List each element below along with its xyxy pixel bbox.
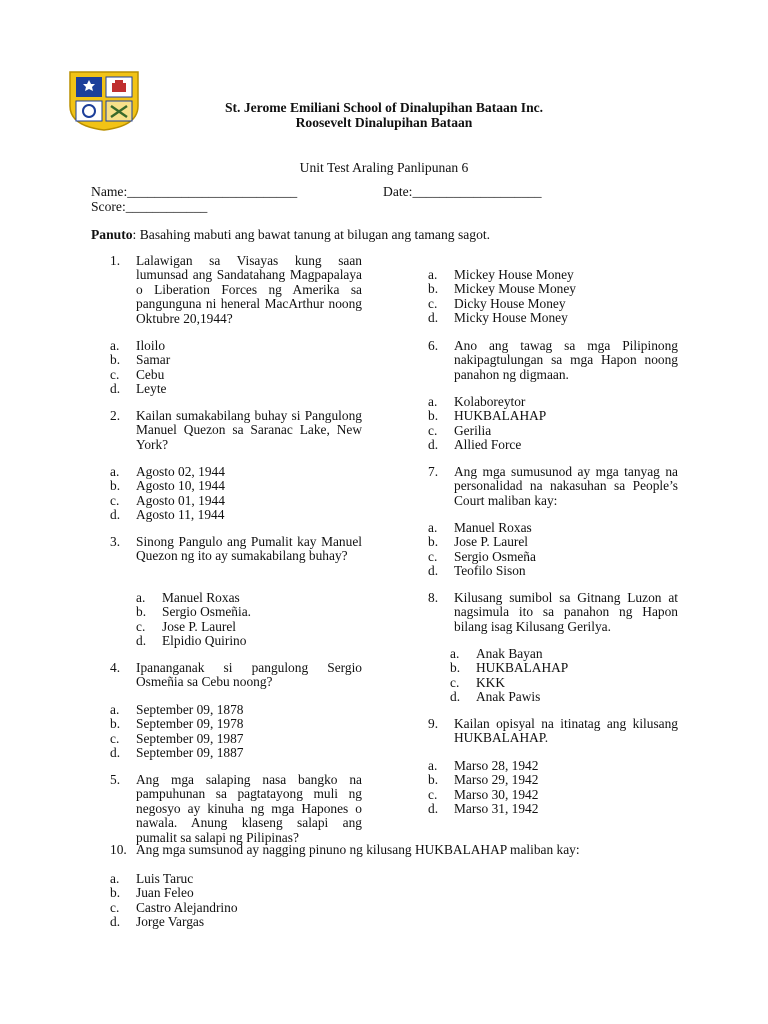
question-3-block bbox=[110, 535, 362, 564]
option-a[interactable]: a. Manuel Roxas bbox=[136, 590, 240, 605]
question-10 bbox=[110, 843, 580, 857]
option-d[interactable]: d. Leyte bbox=[110, 381, 167, 397]
left-column bbox=[110, 254, 362, 326]
option-a[interactable]: a. Agosto 02, 1944 bbox=[110, 464, 225, 479]
option-a[interactable]: a. Anak Bayan bbox=[450, 646, 543, 661]
question-text: Kailan opisyal na itinatag ang kilusang HUKBALAHAP. bbox=[454, 716, 678, 746]
question-1 bbox=[110, 254, 362, 326]
q4-options bbox=[110, 703, 243, 761]
question-number: 1. bbox=[110, 253, 121, 268]
option-a[interactable]: a. Mickey House Money bbox=[428, 267, 574, 282]
question-8 bbox=[428, 591, 678, 634]
option-a[interactable]: a. September 09, 1878 bbox=[110, 702, 244, 717]
q10-options bbox=[110, 872, 238, 930]
option-a[interactable]: a. Marso 28, 1942 bbox=[428, 758, 539, 773]
option-d[interactable]: d. Anak Pawis bbox=[450, 689, 541, 705]
option-a[interactable]: a. Manuel Roxas bbox=[428, 520, 532, 535]
q3-options bbox=[136, 591, 251, 649]
option-c[interactable]: c. Cebu bbox=[110, 366, 165, 382]
instructions bbox=[91, 227, 490, 243]
question-number: 5. bbox=[110, 772, 121, 787]
option-b[interactable]: b. Marso 29, 1942 bbox=[428, 772, 539, 788]
question-text: Ipananganak si pangulong Sergio Osmeñia sa Cebu noong? bbox=[136, 660, 362, 690]
school-address: Roosevelt Dinalupihan Bataan bbox=[295, 115, 473, 130]
question-4 bbox=[110, 661, 362, 690]
option-b[interactable]: b. Agosto 10, 1944 bbox=[110, 478, 225, 494]
question-5-block bbox=[110, 773, 362, 845]
q2-options bbox=[110, 465, 225, 523]
option-b[interactable]: b. Juan Feleo bbox=[110, 885, 194, 901]
question-4-block bbox=[110, 661, 362, 690]
option-a[interactable]: a. Iloilo bbox=[110, 338, 166, 353]
question-text: Kilusang sumibol sa Gitnang Luzon at nagsimula ito sa panahon ng Hapon bilang isag Kilusang Gerilya. bbox=[454, 590, 678, 634]
question-2 bbox=[110, 409, 362, 452]
option-c[interactable]: c. Dicky House Money bbox=[428, 295, 566, 311]
option-b[interactable]: b. Sergio Osmeñia. bbox=[136, 604, 252, 620]
option-d[interactable]: d. Micky House Money bbox=[428, 310, 568, 326]
option-b[interactable]: b. Mickey Mouse Money bbox=[428, 281, 576, 297]
instructions-text: : Basahing mabuti ang bawat tanung at bilugan ang tamang sagot. bbox=[132, 227, 491, 242]
question-8-block bbox=[428, 591, 678, 634]
option-a[interactable]: a. Kolaboreytor bbox=[428, 394, 526, 409]
q8-options bbox=[450, 647, 568, 705]
instructions-label: Panuto bbox=[91, 227, 133, 242]
question-3 bbox=[110, 535, 362, 564]
q9-options bbox=[428, 759, 538, 817]
option-c[interactable]: c. Marso 30, 1942 bbox=[428, 786, 539, 802]
option-b[interactable]: b. Samar bbox=[110, 352, 171, 368]
question-text: Kailan sumakabilang buhay si Pangulong Manuel Quezon sa Saranac Lake, New York? bbox=[136, 408, 362, 452]
option-d[interactable]: d. Agosto 11, 1944 bbox=[110, 507, 225, 523]
question-6 bbox=[428, 339, 678, 382]
question-9-block bbox=[428, 717, 678, 746]
option-c[interactable]: c. September 09, 1987 bbox=[110, 730, 244, 746]
question-text: Ang mga sumusunod ay mga tanyag na personalidad na nakasuhan sa People’s Court maliban kay: bbox=[454, 464, 678, 508]
score-field[interactable]: Score:____________ bbox=[91, 199, 208, 214]
question-text: Lalawigan sa Visayas kung saan lumunsad ang Sandatahang Magpapalaya o Liberation Forces ng Amerika sa pangunguna ni heneral MacArthur noong Oktubre 20,1944? bbox=[136, 253, 362, 326]
q7-options bbox=[428, 521, 536, 579]
question-5 bbox=[110, 773, 362, 845]
option-d[interactable]: d. Allied Force bbox=[428, 437, 522, 453]
option-b[interactable]: b. HUKBALAHAP bbox=[450, 660, 569, 676]
question-7 bbox=[428, 465, 678, 508]
question-number: 10. bbox=[110, 842, 127, 857]
date-field[interactable]: Date:___________________ bbox=[383, 184, 542, 199]
option-d[interactable]: d. September 09, 1887 bbox=[110, 745, 244, 761]
question-number: 4. bbox=[110, 660, 121, 675]
option-a[interactable]: a. Luis Taruc bbox=[110, 871, 194, 886]
question-number: 6. bbox=[428, 338, 439, 353]
option-b[interactable]: b. Jose P. Laurel bbox=[428, 534, 529, 550]
question-number: 7. bbox=[428, 464, 439, 479]
option-d[interactable]: d. Marso 31, 1942 bbox=[428, 801, 539, 817]
question-9 bbox=[428, 717, 678, 746]
option-c[interactable]: c. Agosto 01, 1944 bbox=[110, 492, 225, 508]
q5-options bbox=[428, 268, 576, 326]
q6-options bbox=[428, 395, 546, 453]
option-d[interactable]: d. Elpidio Quirino bbox=[136, 633, 247, 649]
test-title: Unit Test Araling Panlipunan 6 bbox=[299, 160, 469, 175]
question-number: 8. bbox=[428, 590, 439, 605]
question-number: 9. bbox=[428, 716, 439, 731]
question-6-block bbox=[428, 339, 678, 382]
option-c[interactable]: c. Gerilia bbox=[428, 422, 492, 438]
option-b[interactable]: b. HUKBALAHAP bbox=[428, 408, 547, 424]
question-text: Sinong Pangulo ang Pumalit kay Manuel Quezon ng ito ay sumakabilang buhay? bbox=[136, 534, 362, 564]
question-text: Ano ang tawag sa mga Pilipinong nakipagtulungan sa mga Hapon noong panahon ng digmaan. bbox=[454, 338, 678, 382]
question-number: 3. bbox=[110, 534, 121, 549]
option-c[interactable]: c. Sergio Osmeña bbox=[428, 548, 536, 564]
school-name: St. Jerome Emiliani School of Dinalupihan Bataan Inc. bbox=[224, 100, 544, 115]
question-text: Ang mga sumsunod ay nagging pinuno ng kilusang HUKBALAHAP maliban kay: bbox=[136, 842, 580, 857]
question-text: Ang mga salaping nasa bangko na pampuhunan sa pagtatayong muli ng negosyo ay kinuha ng mga Hapones o nawala. Anung klaseng salapi ang pumalit sa salapi ng Pilipinas? bbox=[136, 772, 362, 845]
option-c[interactable]: c. Jose P. Laurel bbox=[136, 618, 237, 634]
option-d[interactable]: d. Jorge Vargas bbox=[110, 914, 205, 930]
option-d[interactable]: d. Teofilo Sison bbox=[428, 563, 526, 579]
option-c[interactable]: c. KKK bbox=[450, 674, 506, 690]
option-b[interactable]: b. September 09, 1978 bbox=[110, 716, 244, 732]
question-2-block bbox=[110, 409, 362, 452]
question-7-block bbox=[428, 465, 678, 508]
q1-options bbox=[110, 339, 170, 397]
name-field[interactable]: Name:_________________________ bbox=[91, 184, 298, 199]
question-number: 2. bbox=[110, 408, 121, 423]
option-c[interactable]: c. Castro Alejandrino bbox=[110, 899, 238, 915]
